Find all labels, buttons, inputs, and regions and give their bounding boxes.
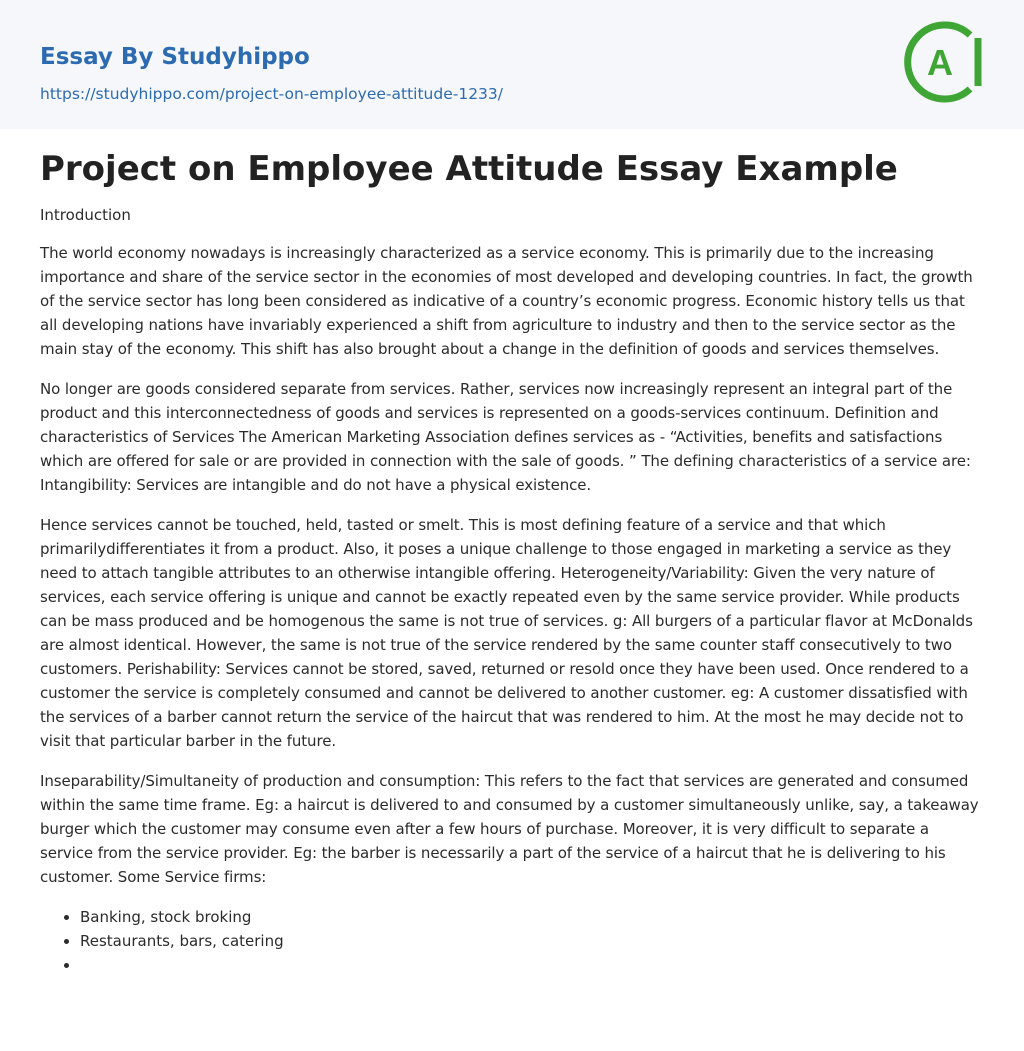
page-url-link[interactable]: https://studyhippo.com/project-on-employee-attitude-1233/ [40,85,503,103]
section-heading: Introduction [40,206,131,224]
logo-letter: A [927,42,953,83]
site-brand[interactable]: Essay By Studyhippo [40,44,310,70]
list-item: • Banking, stock broking [80,905,984,929]
paragraph-2: No longer are goods considered separate from services. Rather, services now increasingly represent an integral part of the product and this interconnectedness of goods and services is represented on a goods-services continuum. Definition and characteristics of Services The American Marketing Association defines services as - “Activities, benefits and satisfactions which are offered for sale or are provided in connection with the sale of goods. ” The defining characteristics of a service are: Intangibility: Services are intangible and do not have a physical existence. [40,380,971,494]
site-header [0,0,1024,129]
list-item: • Restaurants, bars, catering [80,929,984,953]
paragraph-3: Hence services cannot be touched, held, tasted or smelt. This is most defining feature of a service and that which primarilydifferentiates it from a product. Also, it poses a unique challenge to those engaged in marketing a service as they need to attach tangible attributes to an otherwise intangible offering. Heterogeneity/Variability: Given the very nature of services, each service offering is unique and cannot be exactly repeated even by the same service provider. While products can be mass produced and be homogenous the same is not true of services. g: All burgers of a particular flavor at McDonalds are almost identical. However, the same is not true of the service rendered by the same counter staff consecutively to two customers. Perishability: Services cannot be stored, saved, returned or resold once they have been used. Once rendered to a customer the service is completely consumed and cannot be delivered to another customer. eg: A customer dissatisfied with the services of a barber cannot return the service of the haircut that was rendered to him. At the most he may decide not to visit that particular barber in the future. [40,516,973,750]
article [0,147,1024,977]
paragraph-4: Inseparability/Simultaneity of production and consumption: This refers to the fact that services are generated and consumed within the same time frame. Eg: a haircut is delivered to and consumed by a customer simultaneously unlike, say, a takeaway burger which the customer may consume even after a few hours of purchase. Moreover, it is very difficult to separate a service from the service provider. Eg: the barber is necessarily a part of the service of a haircut that he is delivering to his customer. Some Service firms: [40,772,979,886]
paragraph-1: The world economy nowadays is increasingly characterized as a service economy. This is primarily due to the increasing importance and share of the service sector in the economies of most developed and developing countries. In fact, the growth of the service sector has long been considered as indicative of a country’s economic progress. Economic history tells us that all developing nations have invariably experienced a shift from agriculture to industry and then to the service sector as the main stay of the economy. This shift has also brought about a change in the definition of goods and services themselves. [40,244,973,358]
list-item [80,953,984,977]
studyhippo-logo-icon[interactable] [900,18,988,106]
service-firms-list [40,905,984,977]
page-title: Project on Employee Attitude Essay Example [40,149,898,189]
